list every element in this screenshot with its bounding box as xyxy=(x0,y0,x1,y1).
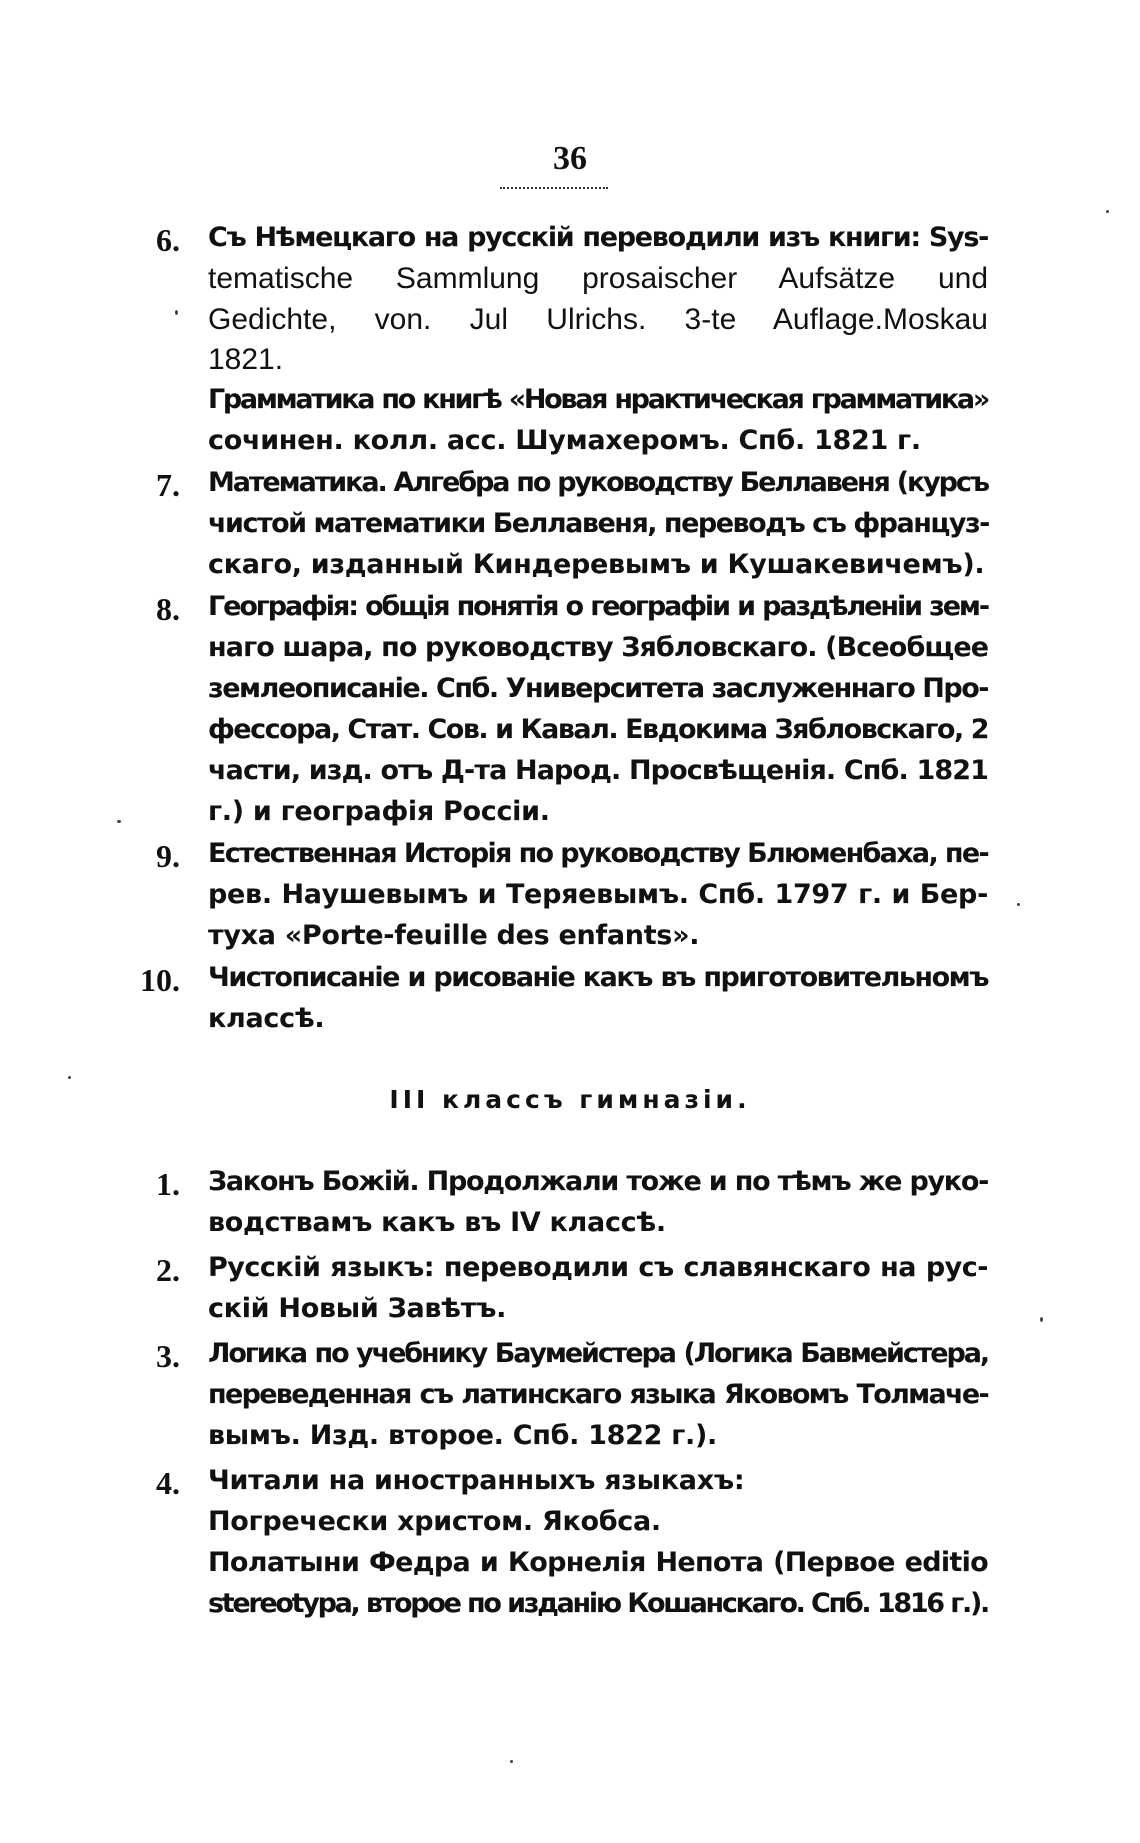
item-line: водствамъ какъ въ IV классѣ. xyxy=(208,1207,666,1238)
item-line: 1821. xyxy=(208,343,284,376)
item-line: г.) и географія Россіи. xyxy=(208,796,550,827)
item-line: Съ Нѣмецкаго на русскій переводили изъ книги: Sys- xyxy=(208,222,988,253)
item-number: 8. xyxy=(156,591,180,627)
scan-speck xyxy=(1106,210,1109,213)
item-line: фессора, Стат. Сов. и Кавал. Евдокима Зябловскаго, 2 xyxy=(208,714,988,745)
item-line: части, изд. отъ Д-та Народ. Просвѣщенія. Спб. 1821 xyxy=(208,755,988,786)
item-line: stereotypa, второе по изданію Кошанскаго. Спб. 1816 г.). xyxy=(208,1588,988,1619)
section-heading: III классъ гимназіи. xyxy=(389,1085,751,1114)
item-line: Gedichte, von. Jul Ulrichs. 3-te Auflage.Moskau xyxy=(208,303,988,336)
item-number: 1. xyxy=(156,1166,180,1202)
scan-speck xyxy=(1040,1317,1043,1322)
item-line: Чистописаніе и рисованіе какъ въ приготовительномъ xyxy=(208,962,988,993)
item-line: Русскій языкъ: переводили съ славянскаго на рус- xyxy=(208,1252,988,1283)
item-line: Погречески христом. Якобса. xyxy=(208,1506,661,1537)
item-line: классѣ. xyxy=(208,1003,325,1034)
scan-speck xyxy=(175,310,178,315)
scan-speck xyxy=(1017,903,1020,906)
item-line: Полатыни Федра и Корнелія Непота (Первое editio xyxy=(208,1547,988,1578)
item-line: Математика. Алгебра по руководству Беллавеня (курсъ xyxy=(208,467,988,498)
item-line: сочинен. колл. асс. Шумахеромъ. Спб. 1821 г. xyxy=(208,425,921,456)
item-number: 4. xyxy=(156,1465,180,1501)
item-line: землеописаніе. Спб. Университета заслуженнаго Про- xyxy=(208,673,988,704)
item-line: туха «Porte-feuille des enfants». xyxy=(208,920,700,951)
item-number: 3. xyxy=(156,1338,180,1374)
item-line: вымъ. Изд. второе. Спб. 1822 г.). xyxy=(208,1420,717,1451)
item-line: переведенная съ латинскаго языка Яковомъ Толмаче- xyxy=(208,1379,988,1410)
item-line: Естественная Исторія по руководству Блюменбаха, пе- xyxy=(208,838,988,869)
item-line: рев. Наушевымъ и Теряевымъ. Спб. 1797 г. и Бер- xyxy=(208,879,988,910)
page-number-rule xyxy=(500,187,608,189)
scan-speck xyxy=(68,1076,71,1079)
item-number: 9. xyxy=(156,838,180,874)
item-line: наго шара, по руководству Зябловскаго. (Всеобщее xyxy=(208,632,989,663)
item-line: скаго, изданный Киндеревымъ и Кушакевичемъ). xyxy=(208,549,985,580)
item-number: 7. xyxy=(156,467,180,503)
scan-speck xyxy=(510,1760,513,1763)
item-number: 10. xyxy=(140,962,180,998)
item-line: Географія: общія понятія о географіи и раздѣленіи зем- xyxy=(208,591,988,622)
item-line: tematische Sammlung prosaischer Aufsätze und xyxy=(208,262,988,295)
item-number: 2. xyxy=(156,1252,180,1288)
scan-speck xyxy=(117,820,121,823)
item-line: Читали на иностранныхъ языкахъ: xyxy=(208,1465,745,1496)
item-line: Грамматика по книгѣ «Новая нрактическая грамматика» xyxy=(208,384,988,415)
item-line: Законъ Божій. Продолжали тоже и по тѣмъ же руко- xyxy=(208,1166,988,1197)
item-line: Логика по учебнику Баумейстера (Логика Бавмейстера, xyxy=(208,1338,988,1369)
item-number: 6. xyxy=(156,222,180,258)
item-line: скій Новый Завѣтъ. xyxy=(208,1293,507,1324)
page-number: 36 xyxy=(553,140,587,177)
item-line: чистой математики Беллавеня, переводъ съ француз- xyxy=(208,508,989,539)
